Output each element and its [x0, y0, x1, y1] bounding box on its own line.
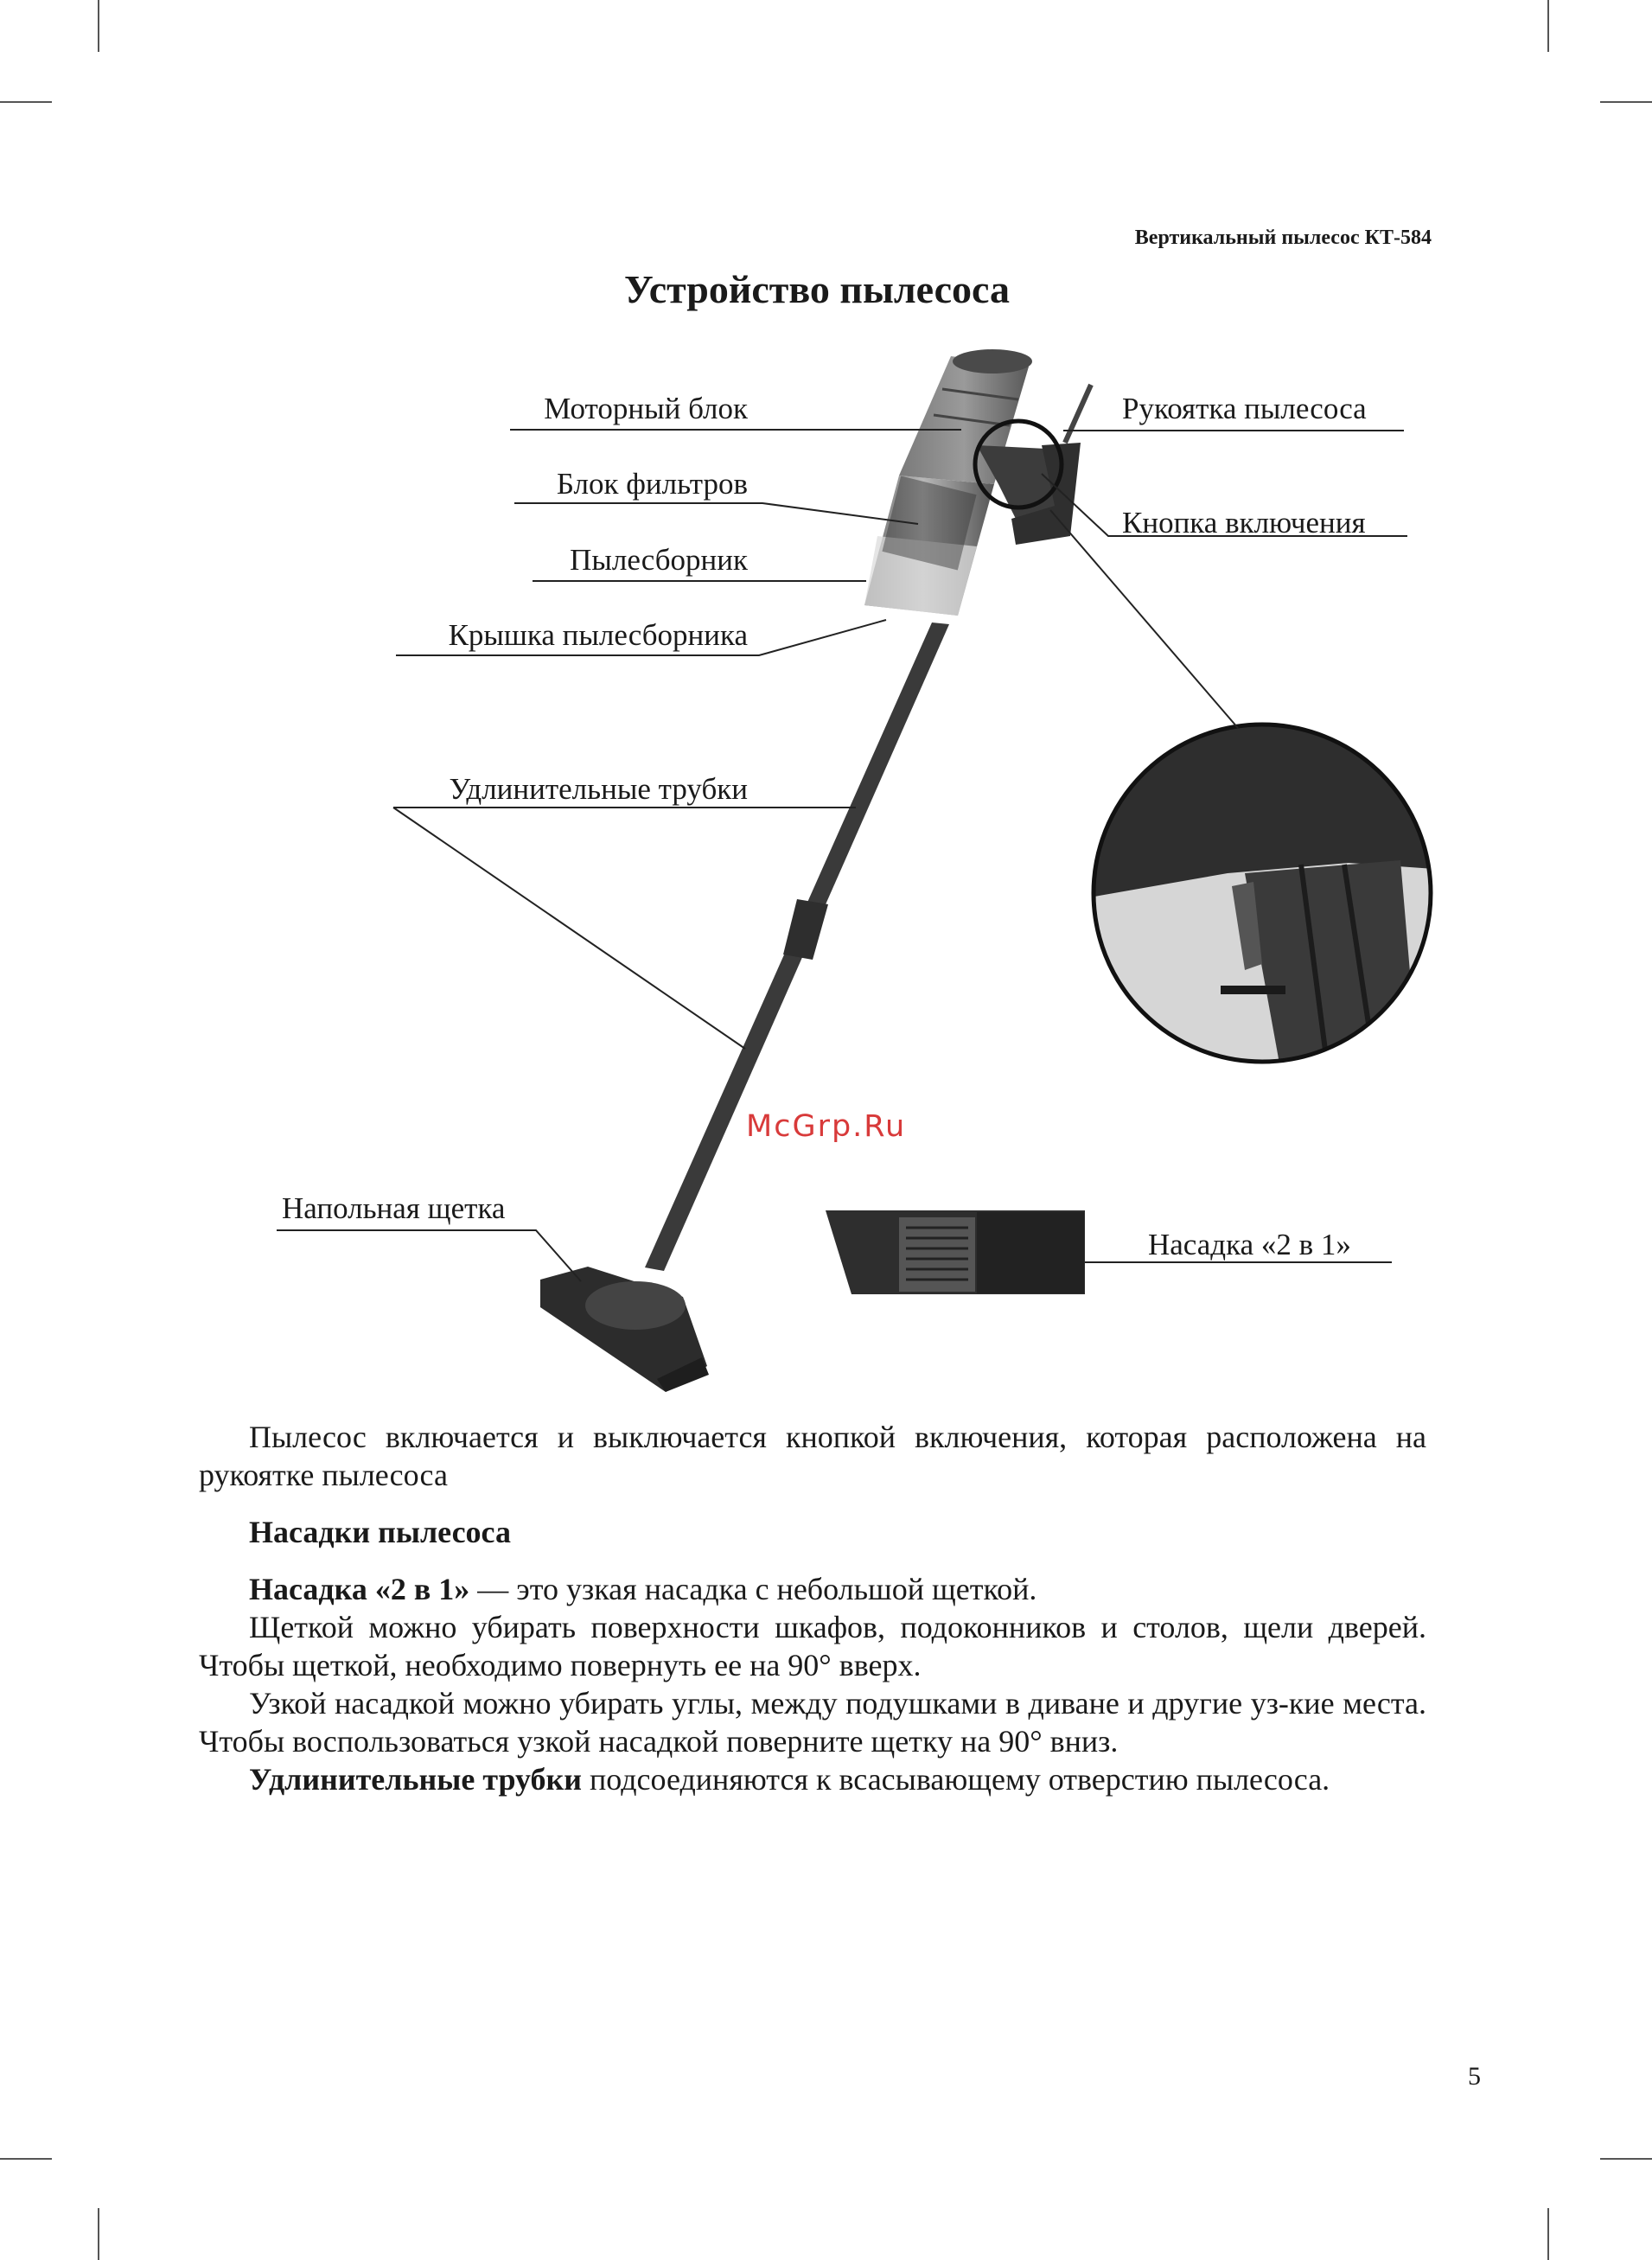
paragraph-power: Пылесос включается и выключается кнопкой включения, которая расположена на рукоятке пылесоса [199, 1420, 1426, 1492]
label-dust-bin: Пылесборник [570, 543, 748, 577]
page-title: Устройство пылесоса [623, 267, 1011, 311]
label-handle: Рукоятка пылесоса [1122, 392, 1367, 425]
term-tubes: Удлинительные трубки [249, 1762, 582, 1797]
label-power-button: Кнопка включения [1122, 506, 1366, 539]
label-filter-block: Блок фильтров [556, 467, 748, 501]
term-nozzle: Насадка «2 в 1» [249, 1572, 470, 1606]
label-floor-brush: Напольная щетка [282, 1191, 506, 1225]
running-title: Вертикальный пылесос КТ-584 [1134, 227, 1432, 249]
label-motor-block: Моторный блок [544, 392, 748, 425]
paragraph-tubes [199, 1760, 1426, 1798]
paragraph-brush: Щеткой можно убирать поверхности шкафов, подоконников и столов, щели дверей. Чтобы щеткой, необходимо повернуть ее на 90° вверх. [199, 1610, 1426, 1682]
body-text [199, 1418, 1426, 1798]
paragraph-nozzle [199, 1570, 1426, 1608]
label-bin-cover: Крышка пылесборника [448, 618, 748, 652]
section-heading: Насадки пылесоса [249, 1515, 511, 1549]
crop-mark [1600, 2158, 1652, 2160]
button-zoom-detail [1089, 718, 1435, 1063]
label-nozzle-2in1: Насадка «2 в 1» [1148, 1228, 1351, 1261]
paragraph-narrow: Узкой насадкой можно убирать углы, между подушками в диване и другие уз-кие места. Чтобы воспользоваться узкой насадкой поверните щетку на 90° вниз. [199, 1686, 1426, 1759]
page-number: 5 [1468, 2062, 1481, 2091]
label-extension-tubes: Удлинительные трубки [449, 772, 748, 806]
watermark: McGrp.Ru [746, 1109, 907, 1144]
crop-mark [1547, 2208, 1549, 2260]
crop-mark [98, 2208, 99, 2260]
nozzle-illustration [826, 1210, 1085, 1294]
paragraph-nozzle-text: — это узкая насадка с небольшой щеткой. [469, 1572, 1037, 1606]
paragraph-tubes-text: подсоединяются к всасывающему отверстию пылесоса. [582, 1762, 1330, 1797]
crop-mark [0, 2158, 52, 2160]
